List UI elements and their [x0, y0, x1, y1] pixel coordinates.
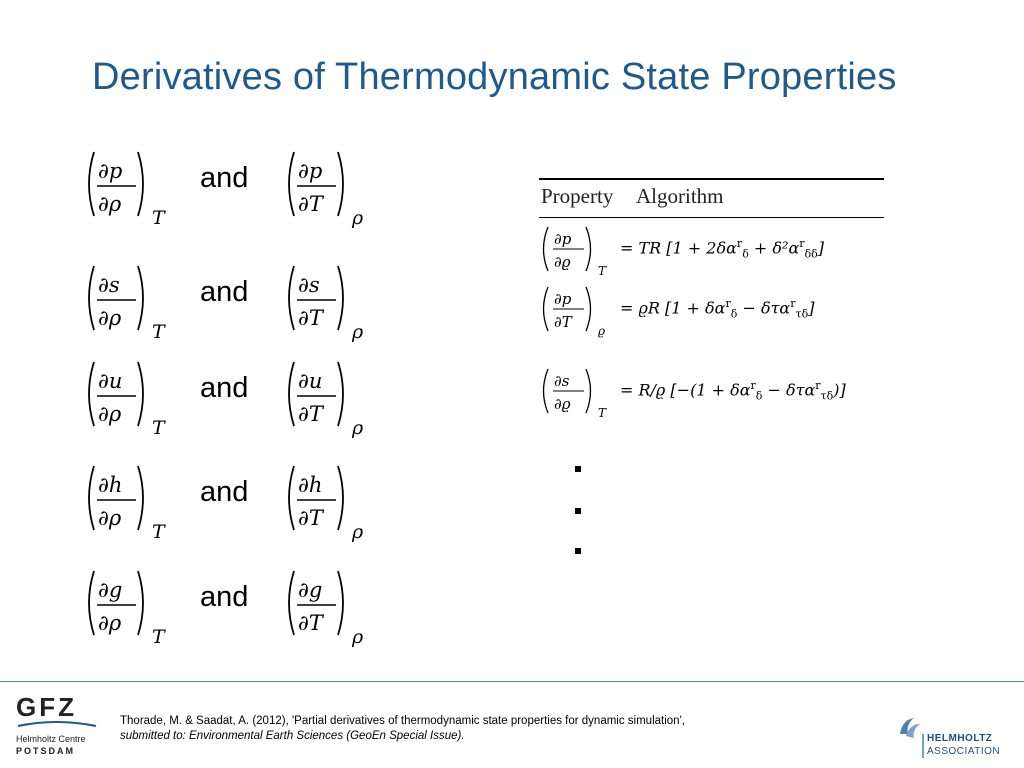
denominator: ∂ρ [98, 611, 122, 635]
subscript: ρ [352, 321, 364, 343]
subscript: T [152, 521, 165, 543]
denominator: ∂ρ [98, 306, 122, 330]
property-numerator: ∂p [554, 290, 572, 308]
derivative-pair-row [86, 262, 386, 342]
derivative-pair-row [86, 462, 386, 542]
denominator: ∂ρ [98, 506, 122, 530]
derivative-pair-row [86, 148, 386, 228]
and-text: and [200, 476, 249, 508]
subscript: ρ [352, 626, 364, 648]
denominator: ∂T [298, 506, 323, 530]
helmholtz-text2: ASSOCIATION [927, 746, 1001, 757]
algorithm-expression: = TR $[1 + 2\delta\alpha^r_\delta + \delta^2\alpha^r_{\delta\delta}]$ [620, 237, 825, 261]
property-denominator: ∂ϱ [554, 253, 571, 271]
denominator: ∂ρ [98, 192, 122, 216]
denominator: ∂T [298, 306, 323, 330]
denominator: ∂T [298, 611, 323, 635]
derivative-pair-row [86, 567, 386, 647]
property-numerator: ∂p [554, 230, 572, 248]
subscript: T [152, 417, 165, 439]
numerator: ∂u [98, 369, 123, 393]
algorithm-expression: = ϱR $[1 + \delta\alpha^r_\delta - \delta\tau\alpha^r_{\tau\delta}]$ [620, 297, 815, 321]
subscript: ρ [352, 417, 364, 439]
slide-title: Derivatives of Thermodynamic State Properties [92, 56, 897, 98]
and-text: and [200, 372, 249, 404]
helmholtz-logo [896, 716, 1012, 760]
and-text: and [200, 581, 249, 613]
numerator: ∂s [298, 273, 320, 297]
subscript: ρ [352, 207, 364, 229]
ellipsis-dot [575, 548, 581, 554]
gfz-logo-sub1: Helmholtz Centre [16, 734, 86, 744]
numerator: ∂h [98, 473, 123, 497]
subscript: ρ [352, 521, 364, 543]
footer-divider [0, 681, 1024, 682]
and-text: and [200, 276, 249, 308]
and-text: and [200, 162, 249, 194]
gfz-logo-text: GFZ [16, 692, 77, 722]
numerator: ∂g [298, 578, 323, 602]
citation-line1: Thorade, M. & Saadat, A. (2012), 'Partial derivatives of thermodynamic state properties for dynamic simulation', [120, 715, 685, 727]
table-header-rule [539, 217, 884, 218]
property-denominator: ∂ϱ [554, 395, 571, 413]
numerator: ∂p [298, 159, 323, 183]
gfz-logo [12, 690, 102, 758]
citation [120, 714, 820, 744]
numerator: ∂u [298, 369, 323, 393]
property-fraction [540, 225, 620, 285]
derivative-pair-row [86, 358, 386, 438]
numerator: ∂s [98, 273, 120, 297]
algorithm-expression: = R/ϱ $[-(1 + \delta\alpha^r_\delta - \delta\tau\alpha^r_{\tau\delta})]$ [620, 379, 846, 403]
denominator: ∂ρ [98, 402, 122, 426]
numerator: ∂h [298, 473, 323, 497]
property-fraction [540, 367, 620, 427]
table-top-rule [539, 178, 884, 180]
property-subscript: T [598, 264, 607, 278]
denominator: ∂T [298, 402, 323, 426]
subscript: T [152, 207, 165, 229]
property-subscript: ϱ [598, 324, 606, 338]
helmholtz-text1: HELMHOLTZ [927, 733, 993, 744]
ellipsis-dot [575, 508, 581, 514]
table-header-algorithm: Algorithm [636, 184, 724, 208]
numerator: ∂g [98, 578, 123, 602]
property-numerator: ∂s [554, 372, 570, 390]
property-denominator: ∂T [554, 313, 572, 331]
table-header-property: Property [541, 184, 614, 208]
property-subscript: T [598, 406, 607, 420]
gfz-logo-sub2: POTSDAM [16, 746, 75, 756]
citation-line2: submitted to: Environmental Earth Sciences (GeoEn Special Issue). [120, 730, 465, 742]
denominator: ∂T [298, 192, 323, 216]
ellipsis-dot [575, 466, 581, 472]
property-fraction [540, 285, 620, 345]
numerator: ∂p [98, 159, 123, 183]
subscript: T [152, 321, 165, 343]
subscript: T [152, 626, 165, 648]
